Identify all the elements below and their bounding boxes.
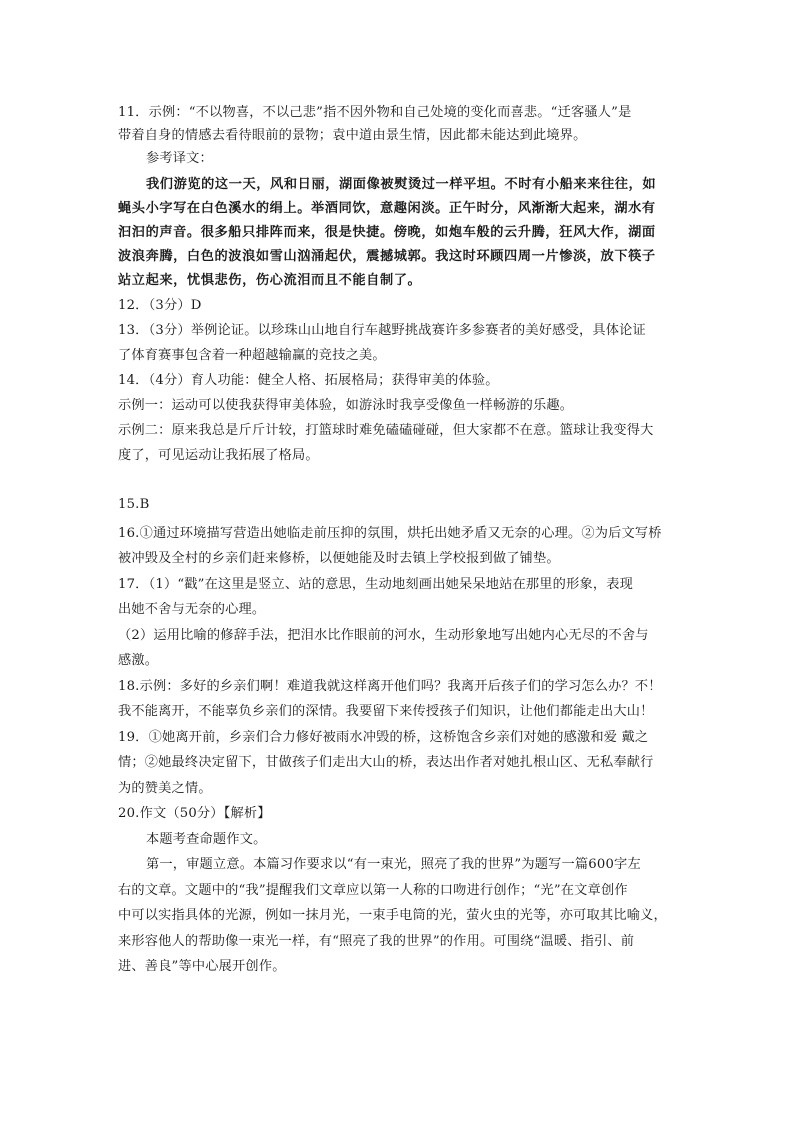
answer-20-para-line-1: 第一，审题立意。本篇习作要求以“有一束光，照亮了我的世界”为题写一篇600字左 [146, 857, 641, 872]
answer-14-example-1: 示例一：运动可以使我获得审美体验，如游泳时我享受像鱼一样畅游的乐趣。 [118, 398, 574, 413]
answer-16-line-1: 16.①通过环境描写营造出她临走前压抑的氛围，烘托出她矛盾又无奈的心理。②为后文写桥 [118, 526, 662, 541]
answer-19-line-2: 情；②她最终决定留下，甘做孩子们走出大山的桥，表达出作者对她扎根山区、无私奉献行 [118, 755, 654, 770]
translation-heading: 参考译文： [146, 151, 213, 166]
answer-20-heading: 20.作文（50分）【解析】 [118, 806, 271, 821]
answer-13-line-2: 了体育赛事包含着一种超越输赢的竞技之美。 [118, 348, 386, 363]
translation-line-3: 汩汩的声音。很多船只排阵而来，很是快捷。傍晚，如炮车般的云升腾，狂风大作，湖面 [118, 225, 656, 240]
answer-20-topic: 本题考查命题作文。 [146, 832, 267, 847]
translation-line-4: 波浪奔腾，白色的波浪如雪山汹涌起伏，震撼城郭。我这时环顾四周一片惨淡，放下筷子 [118, 249, 656, 264]
answer-17-line-2: 出她不舍与无奈的心理。 [118, 602, 266, 617]
answer-20-para-line-4: 来形容他人的帮助像一束光一样，有“照亮了我的世界”的作用。可围绕“温暖、指引、前 [118, 934, 635, 949]
answer-16-line-2: 被冲毁及全村的乡亲们赶来修桥，以便她能及时去镇上学校报到做了铺垫。 [118, 551, 560, 566]
answer-12: 12．（3分）D [118, 298, 202, 313]
translation-line-1: 我们游览的这一天，风和日丽，湖面像被熨烫过一样平坦。不时有小船来来往往，如 [146, 177, 657, 192]
answer-20-para-line-3: 中可以实指具体的光源，例如一抹月光，一束手电筒的光，萤火虫的光等，亦可取其比喻义， [118, 908, 667, 923]
answer-19-line-1: 19．①她离开前，乡亲们合力修好被雨水冲毁的桥，这桥饱含乡亲们对她的感激和爱 戴之 [118, 730, 649, 745]
answer-11-line-1: 11．示例：“不以物喜，不以己悲”指不因外物和自己处境的变化而喜悲。“迁客骚人”是 [118, 105, 632, 120]
answer-11-line-2: 带着自身的情感去看待眼前的景物；袁中道由景生情，因此都未能达到此境界。 [118, 128, 587, 143]
answer-17-line-3: （2）运用比喻的修辞手法，把泪水比作眼前的河水，生动形象地写出她内心无尽的不舍与 [118, 628, 649, 643]
answer-17-line-4: 感激。 [118, 653, 159, 668]
answer-14-example-2-line-2: 度了，可见运动让我拓展了格局。 [118, 448, 319, 463]
answer-17-line-1: 17．（1）“戳”在这里是竖立、站的意思，生动地刻画出她呆呆地站在那里的形象，表现 [118, 577, 634, 592]
answer-14-example-2-line-1: 示例二：原来我总是斤斤计较，打篮球时难免磕磕碰碰，但大家都不在意。篮球让我变得大 [118, 423, 654, 438]
answer-20-para-line-5: 进、善良”等中心展开创作。 [118, 959, 286, 974]
answer-18-line-1: 18.示例：多好的乡亲们啊！难道我就这样离开他们吗？我离开后孩子们的学习怎么办？不！ [118, 679, 662, 694]
translation-line-5: 站立起来，忧惧悲伤，伤心流泪而且不能自制了。 [118, 273, 422, 288]
answer-18-line-2: 我不能离开，不能辜负乡亲们的深情。我要留下来传授孩子们知识，让他们都能走出大山！ [118, 704, 654, 719]
answer-20-para-line-2: 右的文章。文题中的“我”提醒我们文章应以第一人称的口吻进行创作；“光”在文章创作 [118, 883, 628, 898]
answer-15: 15.B [118, 497, 150, 512]
answer-19-line-3: 为的赞美之情。 [118, 781, 212, 796]
answer-14: 14．（4分）育人功能：健全人格、拓展格局；获得审美的体验。 [118, 373, 499, 388]
translation-line-2: 蝇头小字写在白色溪水的绢上。举酒同饮，意趣闲淡。正午时分，风渐渐大起来，湖水有 [118, 201, 656, 216]
answer-13-line-1: 13．（3分）举例论证。以珍珠山山地自行车越野挑战赛许多参赛者的美好感受，具体论证 [118, 323, 646, 338]
